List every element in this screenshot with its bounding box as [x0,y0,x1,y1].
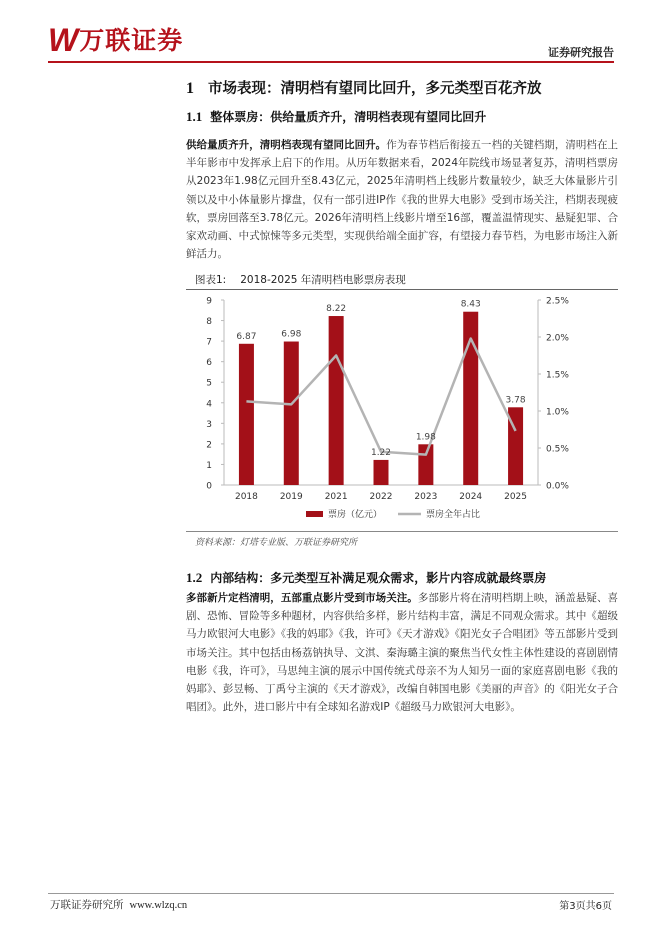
y2-tick-label: 1.0% [546,407,569,418]
bar-box-office [239,344,254,485]
company-logo [48,24,183,56]
data-label: 6.87 [236,331,257,342]
figure-bottom-rule [186,531,618,532]
subsection-heading-1-2 [186,569,546,586]
y2-tick-label: 0.5% [546,444,569,455]
bar-box-office [284,342,299,485]
paragraph-lead: 供给量质齐升，清明档表现有望同比回升。 [186,139,387,151]
y-tick-label: 3 [206,419,212,430]
footer-divider [48,893,614,894]
data-label: 3.78 [505,395,526,406]
y-tick-label: 7 [206,337,212,348]
y-tick-label: 9 [206,296,212,307]
subsection-title: 内部结构：多元类型互补满足观众需求，影片内容成就最终票房 [210,571,547,585]
data-label: 8.22 [326,304,347,315]
y2-tick-label: 1.5% [546,370,569,381]
y-tick-label: 8 [206,317,212,328]
paragraph-1-1 [186,136,618,263]
bar-box-office [374,460,389,485]
subsection-heading-1-1 [186,108,486,125]
y-tick-label: 4 [206,399,212,410]
data-label: 6.98 [281,329,302,340]
page-number: 第3页共6页 [559,901,612,912]
legend-label-bar: 票房（亿元） [328,510,383,520]
header-divider [48,61,614,63]
y2-tick-label: 0.0% [546,481,569,492]
x-tick-label: 2025 [504,492,528,502]
x-tick-label: 2023 [414,492,438,502]
legend-label-line: 票房全年占比 [426,510,481,520]
y-tick-label: 0 [206,481,212,492]
legend-swatch-bar [306,511,323,517]
y-tick-label: 6 [206,358,212,369]
logo-text: 万联证券 [79,25,184,55]
bar-box-office [329,316,344,485]
footer-left [50,897,187,912]
data-label: 8.43 [460,299,481,310]
section-heading-1 [186,77,542,98]
figure-label: 图表1: [195,274,227,286]
data-label: 1.98 [415,432,436,443]
figure-source: 资料来源：灯塔专业版、万联证券研究所 [195,538,358,548]
subsection-number: 1.1 [186,109,203,124]
y2-tick-label: 2.5% [546,296,569,307]
section-title: 市场表现：清明档有望同比回升，多元类型百花齐放 [208,81,542,97]
x-tick-label: 2022 [369,492,393,502]
logo-mark: W [48,22,77,58]
paragraph-lead: 多部新片定档清明，五部重点影片受到市场关注。 [186,592,418,604]
paragraph-1-2 [186,589,618,716]
chart-svg [186,290,618,530]
x-tick-label: 2019 [279,492,303,502]
paragraph-body: 作为春节档后衔接五一档的关键档期，清明档在上半年影市中发挥承上启下的作用。从历年数据来看，2024年院线市场显著复苏，清明档票房从2023年1.98亿元回升至8.43亿元，2025年清明档上线影片数量较少，缺乏大体量影片引领以及中小体量影片撑盘，仅有一部引进IP作《我的世界大电影》受到市场关注，档期表现疲软，票房回落至3.78亿元。2026年清明档上线影片增至16部，覆盖温情现实、悬疑犯罪、合家欢动画、中式惊悚等多元类型，实现供给端全面扩容，有望接力春节档，为电影市场注入新鲜活力。 [186,139,619,261]
y2-tick-label: 2.0% [546,333,569,344]
x-tick-label: 2018 [234,492,258,502]
footer-url[interactable]: www.wlzq.cn [129,900,188,911]
subsection-title: 整体票房：供给量质齐升，清明档表现有望同比回升 [210,110,487,124]
figure-caption: 2018-2025 年清明档电影票房表现 [240,274,406,286]
bar-box-office [418,444,433,485]
report-type: 证券研究报告 [548,46,614,59]
x-tick-label: 2024 [459,492,483,502]
subsection-number: 1.2 [186,570,203,585]
y-tick-label: 2 [206,440,212,451]
figure-title [195,272,406,287]
box-office-chart [186,290,618,530]
footer-org: 万联证券研究所 [50,899,124,911]
data-label: 1.22 [370,447,392,458]
y-tick-label: 1 [206,460,212,471]
section-number: 1 [186,80,194,97]
y-tick-label: 5 [206,378,212,389]
x-tick-label: 2021 [324,492,348,502]
paragraph-body: 多部影片将在清明档期上映，涵盖悬疑、喜剧、恐怖、冒险等多种题材，内容供给多样，影片结构丰富，满足不同观众需求。其中《超级马力欧银河大电影》《我的妈耶》《我，许可》《天才游戏》《阳光女子合唱团》等五部影片受到市场关注。其中包括由杨荔钠执导、文淇、秦海璐主演的聚焦当代女性主体性建设的喜剧剧情电影《我，许可》，马思纯主演的展示中国传统式母亲不为人知另一面的家庭喜剧电影《我的妈耶》、彭昱畅、丁禹兮主演的《天才游戏》，改编自韩国电影《美丽的声音》的《阳光女子合唱团》。此外，进口影片中有全球知名游戏IP《超级马力欧银河大电影》。 [186,592,619,714]
